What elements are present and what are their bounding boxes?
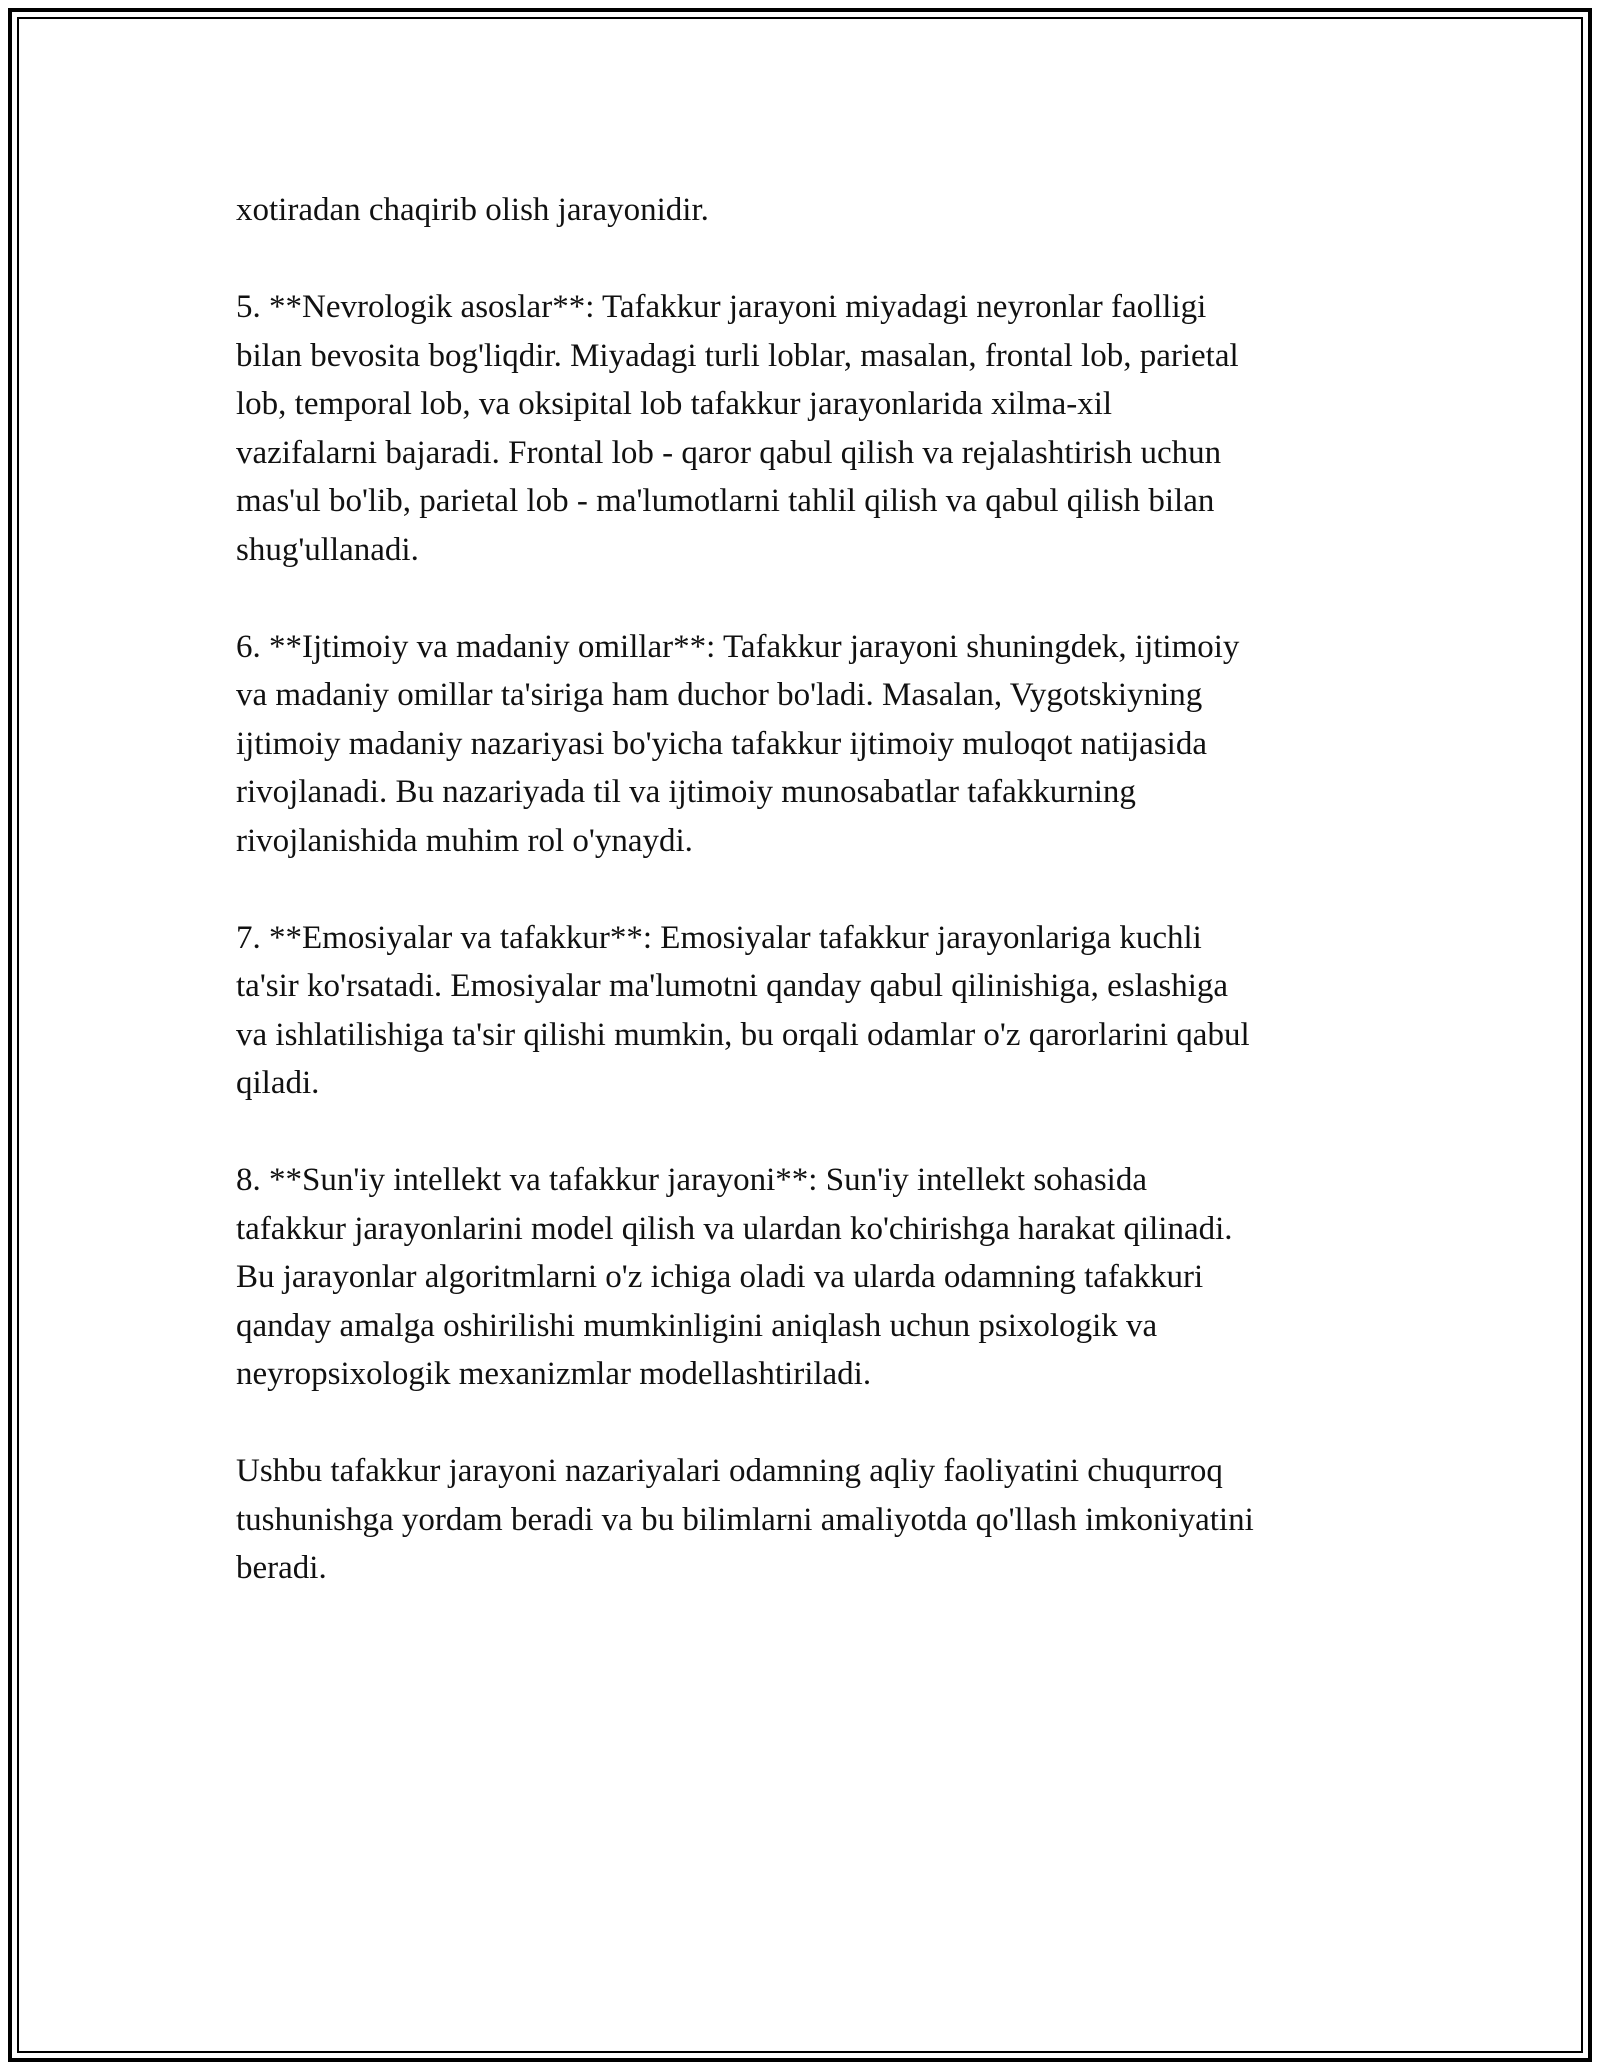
- text-line: tushunishga yordam beradi va bu bilimlarni amaliyotda qo'llash imkoniyatini: [236, 1501, 1254, 1538]
- paragraph-ijtimoiy-omillar: [236, 623, 1376, 866]
- text-line: qanday amalga oshirilishi mumkinligini aniqlash uchun psixologik va: [236, 1307, 1158, 1344]
- paragraph-conclusion: [236, 1447, 1376, 1593]
- text-line: 6. **Ijtimoiy va madaniy omillar**: Tafakkur jarayoni shuningdek, ijtimoiy: [236, 628, 1240, 665]
- text-line: rivojlanishida muhim rol o'ynaydi.: [236, 822, 693, 859]
- paragraph-emosiyalar: [236, 914, 1376, 1108]
- text-line: va ishlatilishiga ta'sir qilishi mumkin, bu orqali odamlar o'z qarorlarini qabul: [236, 1016, 1250, 1053]
- text-line: qiladi.: [236, 1065, 320, 1101]
- text-line: rivojlanadi. Bu nazariyada til va ijtimoiy munosabatlar tafakkurning: [236, 774, 1136, 810]
- text-line: beradi.: [236, 1550, 327, 1586]
- text-line: lob, temporal lob, va oksipital lob tafakkur jarayonlarida xilma-xil: [236, 386, 1113, 422]
- paragraph-suniy-intellekt: [236, 1156, 1376, 1399]
- document-body: [236, 186, 1376, 1641]
- text-line: Ushbu tafakkur jarayoni nazariyalari odamning aqliy faoliyatini chuqurroq: [236, 1453, 1223, 1489]
- text-line: mas'ul bo'lib, parietal lob - ma'lumotlarni tahlil qilish va qabul qilish bilan: [236, 483, 1215, 519]
- text-line: tafakkur jarayonlarini model qilish va ulardan ko'chirishga harakat qilinadi.: [236, 1210, 1233, 1247]
- text-line: 7. **Emosiyalar va tafakkur**: Emosiyalar tafakkur jarayonlariga kuchli: [236, 919, 1202, 956]
- paragraph-continuation: [236, 186, 1376, 235]
- text-line: va madaniy omillar ta'siriga ham duchor bo'ladi. Masalan, Vygotskiyning: [236, 677, 1203, 713]
- text-line: neyropsixologik mexanizmlar modellashtiriladi.: [236, 1356, 872, 1392]
- text-line: 8. **Sun'iy intellekt va tafakkur jarayoni**: Sun'iy intellekt sohasida: [236, 1162, 1147, 1198]
- paragraph-nevrologik-asoslar: [236, 283, 1376, 574]
- text-line: vazifalarni bajaradi. Frontal lob - qaror qabul qilish va rejalashtirish uchun: [236, 434, 1222, 471]
- text-line: ijtimoiy madaniy nazariyasi bo'yicha tafakkur ijtimoiy muloqot natijasida: [236, 725, 1207, 762]
- text-line: shug'ullanadi.: [236, 531, 419, 568]
- text-line: Bu jarayonlar algoritmlarni o'z ichiga oladi va ularda odamning tafakkuri: [236, 1259, 1204, 1295]
- text-line: xotiradan chaqirib olish jarayonidir.: [236, 192, 709, 228]
- text-line: ta'sir ko'rsatadi. Emosiyalar ma'lumotni qanday qabul qilinishiga, eslashiga: [236, 968, 1229, 1004]
- text-line: 5. **Nevrologik asoslar**: Tafakkur jarayoni miyadagi neyronlar faolligi: [236, 289, 1207, 325]
- text-line: bilan bevosita bog'liqdir. Miyadagi turli loblar, masalan, frontal lob, parietal: [236, 337, 1239, 374]
